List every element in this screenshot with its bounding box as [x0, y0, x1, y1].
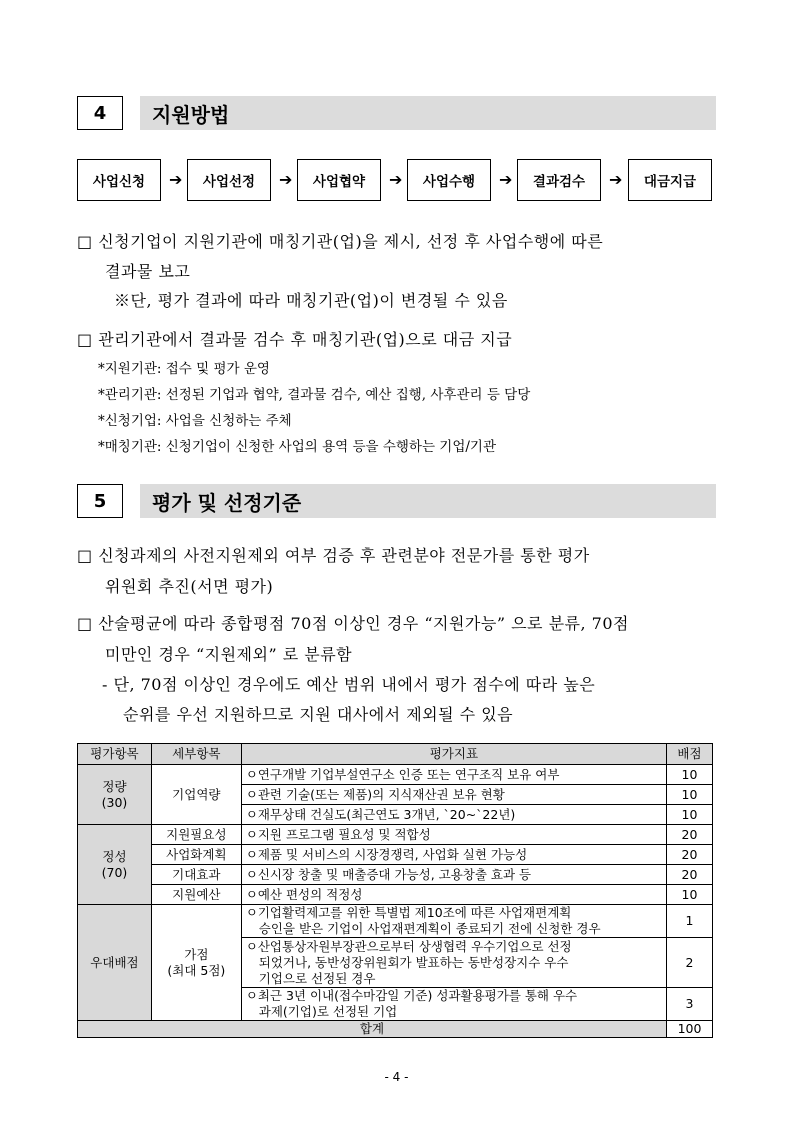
step-box: 결과검수: [517, 159, 601, 201]
column-header: 평가항목: [78, 744, 152, 765]
step-box: 사업신청: [77, 159, 161, 201]
step-box: 사업선정: [187, 159, 271, 201]
score-cell: 3: [667, 988, 713, 1021]
score-cell: 2: [667, 938, 713, 988]
indicator-line: 과제(기업)로 선정된 기업: [258, 1004, 398, 1019]
table-row: [78, 825, 713, 845]
indicator-cell: ㅇ제품 및 서비스의 시장경쟁력, 사업화 실현 가능성: [241, 845, 666, 865]
total-score: 100: [667, 1021, 713, 1038]
process-flow: [77, 159, 713, 203]
paragraph: □ 관리기관에서 결과물 검수 후 매칭기관(업)으로 대금 지급: [77, 330, 513, 349]
sub-item-cell: 기대효과: [151, 865, 241, 885]
step-box: 사업수행: [407, 159, 491, 201]
section-number: 4: [77, 96, 123, 130]
column-header: 세부항목: [151, 744, 241, 765]
score-cell: 10: [667, 885, 713, 905]
step-box: 대금지급: [628, 159, 712, 201]
paragraph: □ 신청기업이 지원기관에 매칭기관(업)을 제시, 선정 후 사업수행에 따른: [77, 232, 604, 251]
column-header: 배점: [667, 744, 713, 765]
indicator-cell: ㅇ관련 기술(또는 제품)의 지식재산권 보유 현황: [241, 785, 666, 805]
category-cell: [78, 765, 152, 825]
indicator-cell: ㅇ재무상태 건실도(최근연도 3개년, `20~`22년): [241, 805, 666, 825]
indicator-cell: ㅇ예산 편성의 적정성: [241, 885, 666, 905]
indicator-line: ㅇ기업활력제고를 위한 특별법 제10조에 따른 사업재편계획: [245, 905, 572, 920]
paragraph: □ 신청과제의 사전지원제외 여부 검증 후 관련분야 전문가를 통한 평가: [77, 546, 590, 565]
paragraph: 위원회 추진(서면 평가): [105, 577, 274, 596]
table-row: [78, 885, 713, 905]
score-cell: 1: [667, 905, 713, 938]
arrow-right-icon: ➔: [389, 170, 403, 189]
evaluation-table: [77, 743, 713, 1038]
table-header-row: [78, 744, 713, 765]
indicator-cell: [241, 905, 666, 938]
table-row: [78, 845, 713, 865]
indicator-cell: [241, 988, 666, 1021]
score-cell: 10: [667, 785, 713, 805]
score-cell: 10: [667, 805, 713, 825]
category-cell: 우대배점: [78, 905, 152, 1021]
indicator-cell: ㅇ지원 프로그램 필요성 및 적합성: [241, 825, 666, 845]
table-row: [78, 765, 713, 785]
definition: *신청기업: 사업을 신청하는 주체: [98, 413, 292, 429]
category-score: (70): [101, 864, 128, 880]
indicator-cell: ㅇ연구개발 기업부설연구소 인증 또는 연구조직 보유 여부: [241, 765, 666, 785]
score-cell: 20: [667, 845, 713, 865]
table-row: [78, 865, 713, 885]
paragraph: - 단, 70점 이상인 경우에도 예산 범위 내에서 평가 점수에 따라 높은: [102, 675, 596, 694]
sub-item-cell: 기업역량: [151, 765, 241, 825]
indicator-line: 승인을 받은 기업이 사업재편계획이 종료되기 전에 신청한 경우: [258, 921, 601, 936]
category-score: (30): [101, 794, 128, 810]
sub-item-note: (최대 5점): [167, 962, 226, 978]
score-cell: 20: [667, 825, 713, 845]
table-row: [78, 905, 713, 938]
definition: *지원기관: 접수 및 평가 운영: [98, 361, 270, 377]
section-title: 지원방법: [140, 96, 716, 130]
definition: *매칭기관: 신청기업이 신청한 사업의 용역 등을 수행하는 기업/기관: [98, 439, 496, 455]
sub-item-label: 가점: [184, 946, 209, 962]
indicator-line: ㅇ최근 3년 이내(접수마감일 기준) 성과활용평가를 통해 우수: [245, 988, 578, 1003]
indicator-line: 되었거나, 동반성장위원회가 발표하는 동반성장지수 우수: [258, 954, 569, 970]
category-cell: [78, 825, 152, 905]
note: ※단, 평가 결과에 따라 매칭기관(업)이 변경될 수 있음: [114, 291, 508, 310]
column-header: 평가지표: [241, 744, 666, 765]
total-label: 합계: [78, 1021, 667, 1038]
sub-item-cell: 사업화계획: [151, 845, 241, 865]
step-box: 사업협약: [297, 159, 381, 201]
page-number: - 4 -: [384, 1070, 409, 1084]
section-number: 5: [77, 484, 123, 518]
paragraph: 순위를 우선 지원하므로 지원 대사에서 제외될 수 있음: [123, 705, 514, 724]
section-title: 평가 및 선정기준: [140, 484, 716, 518]
paragraph: 결과물 보고: [105, 262, 191, 281]
indicator-cell: [241, 938, 666, 988]
category-label: 정성: [102, 848, 127, 864]
arrow-right-icon: ➔: [499, 170, 513, 189]
paragraph: 미만인 경우 “지원제외” 로 분류함: [105, 645, 353, 664]
sub-item-cell: [151, 905, 241, 1021]
arrow-right-icon: ➔: [169, 170, 183, 189]
total-row: [78, 1021, 713, 1038]
indicator-line: 기업으로 선정된 경우: [258, 970, 376, 986]
indicator-line: ㅇ산업통상자원부장관으로부터 상생협력 우수기업으로 선정: [245, 938, 572, 954]
category-label: 정량: [102, 778, 127, 794]
paragraph: □ 산술평균에 따라 종합평점 70점 이상인 경우 “지원가능” 으로 분류, 70점: [77, 614, 629, 633]
score-cell: 20: [667, 865, 713, 885]
score-cell: 10: [667, 765, 713, 785]
sub-item-cell: 지원예산: [151, 885, 241, 905]
arrow-right-icon: ➔: [609, 170, 623, 189]
indicator-cell: ㅇ신시장 창출 및 매출증대 가능성, 고용창출 효과 등: [241, 865, 666, 885]
definition: *관리기관: 선정된 기업과 협약, 결과물 검수, 예산 집행, 사후관리 등 담당: [98, 387, 531, 403]
sub-item-cell: 지원필요성: [151, 825, 241, 845]
arrow-right-icon: ➔: [279, 170, 293, 189]
